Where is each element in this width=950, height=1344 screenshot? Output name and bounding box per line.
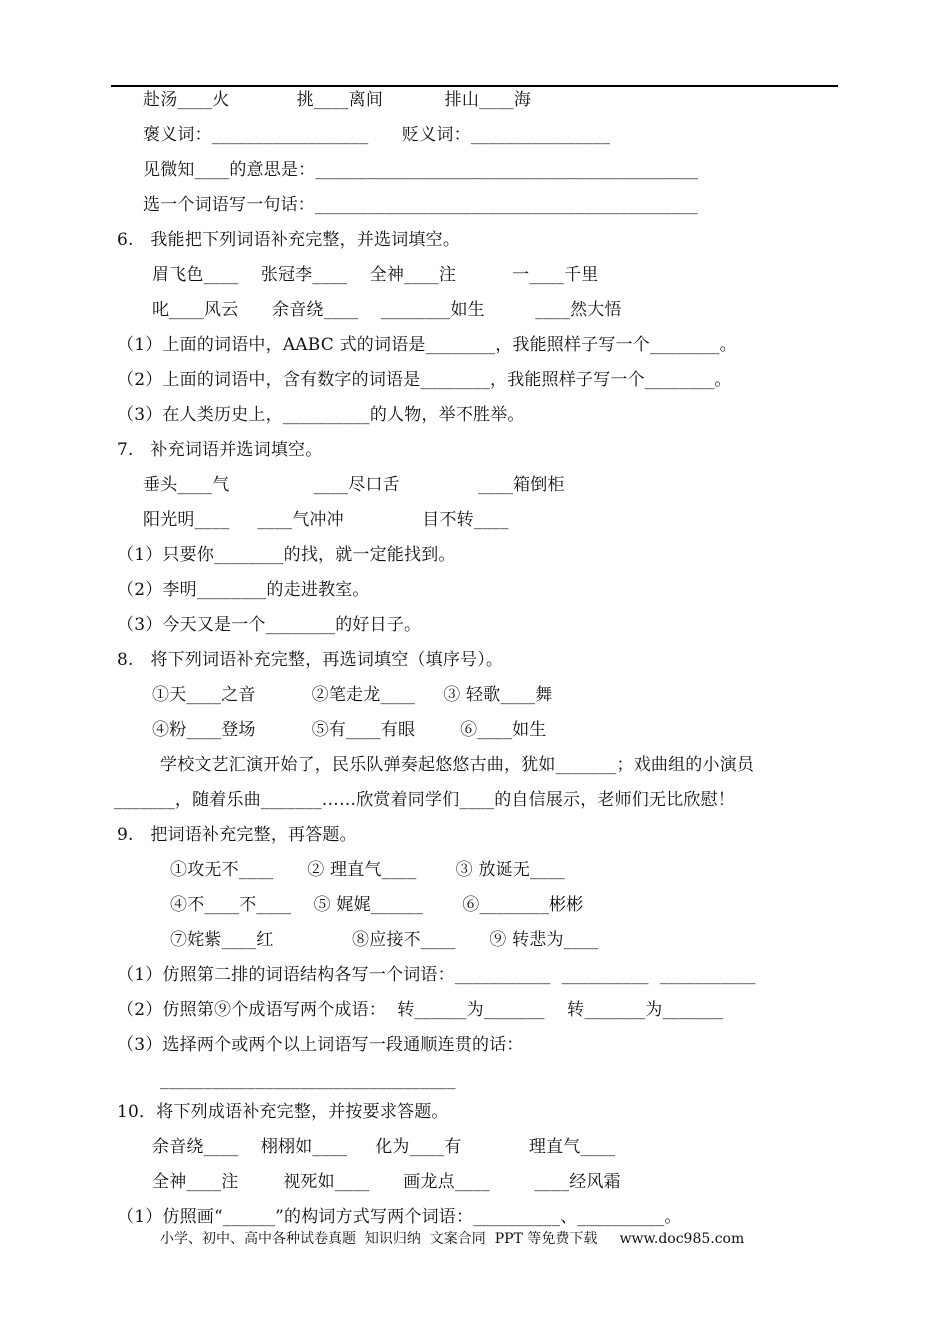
- question-heading: 9. 把词语补充完整，再答题。: [117, 825, 357, 845]
- text-line: 垂头____气 ____尽口舌 ____箱倒柜: [143, 475, 565, 495]
- text-line: （2）李明________的走进教室。: [117, 580, 370, 600]
- text-line: 叱____风云 余音绕____ ________如生 ____然大悟: [152, 300, 622, 320]
- text-line: ①天____之音 ②笔走龙____ ③ 轻歌____舞: [152, 685, 553, 705]
- text-line: _______，随着乐曲_______……欣赏着同学们____的自信展示，老师们无比欣慰！: [114, 790, 735, 810]
- text-line: 全神____注 视死如____ 画龙点____ ____经风霜: [152, 1172, 621, 1192]
- text-line: （1）上面的词语中，AABC 式的词语是________，我能照样子写一个________。: [117, 335, 737, 355]
- question-heading: 8. 将下列词语补充完整，再选词填空（填序号）。: [117, 650, 504, 670]
- text-line: （3）今天又是一个________的好日子。: [117, 615, 422, 635]
- text-line: （1）仿照画“______”的构词方式写两个词语：__________、__________。: [117, 1207, 682, 1227]
- answer-blank: __________________________________: [160, 1070, 456, 1090]
- text-line: 阳光明____ ____气冲冲 目不转____: [143, 510, 509, 530]
- question-heading: 7. 补充词语并选词填空。: [117, 440, 323, 460]
- header-rule: [111, 85, 838, 87]
- text-line: （3）在人类历史上，__________的人物，举不胜举。: [117, 405, 525, 425]
- text-line: （1）仿照第二排的词语结构各写一个词语：___________ __________ ___________: [117, 965, 756, 985]
- text-line: ⑦姹紫____红 ⑧应接不____ ⑨ 转悲为____: [170, 930, 599, 950]
- text-line: 余音绕____ 栩栩如____ 化为____有 理直气____: [152, 1137, 616, 1157]
- text-line: （1）只要你________的找，就一定能找到。: [117, 545, 456, 565]
- text-line: 学校文艺汇演开始了，民乐队弹奏起悠悠古曲，犹如_______；戏曲组的小演员: [160, 755, 755, 775]
- text-line: 褒义词：__________________ 贬义词：________________: [143, 125, 611, 145]
- text-line: ④不____不____ ⑤ 娓娓______ ⑥________彬彬: [170, 895, 584, 915]
- text-line: （2）仿照第⑨个成语写两个成语： 转______为_______ 转_______为_______: [117, 1000, 724, 1020]
- page-footer: 小学、初中、高中各种试卷真题 知识归纳 文案合同 PPT 等免费下载 www.doc985.com: [160, 1231, 745, 1247]
- text-line: ①攻无不____ ② 理直气____ ③ 放诞无____: [170, 860, 565, 880]
- question-heading: 6. 我能把下列词语补充完整，并选词填空。: [117, 230, 461, 250]
- question-heading: 10．将下列成语补充完整，并按要求答题。: [117, 1102, 449, 1122]
- text-line: 见微知____的意思是：____________________________________________: [143, 160, 699, 180]
- text-line: 赴汤____火 挑____离间 排山____海: [143, 90, 532, 110]
- text-line: 选一个词语写一句话：____________________________________________: [143, 195, 698, 215]
- text-line: （2）上面的词语中，含有数字的词语是________，我能照样子写一个________。: [117, 370, 732, 390]
- text-line: 眉飞色____ 张冠李____ 全神____注 一____千里: [152, 265, 599, 285]
- text-line: （3）选择两个或两个以上词语写一段通顺连贯的话：: [117, 1035, 524, 1055]
- text-line: ④粉____登场 ⑤有____有眼 ⑥____如生: [152, 720, 547, 740]
